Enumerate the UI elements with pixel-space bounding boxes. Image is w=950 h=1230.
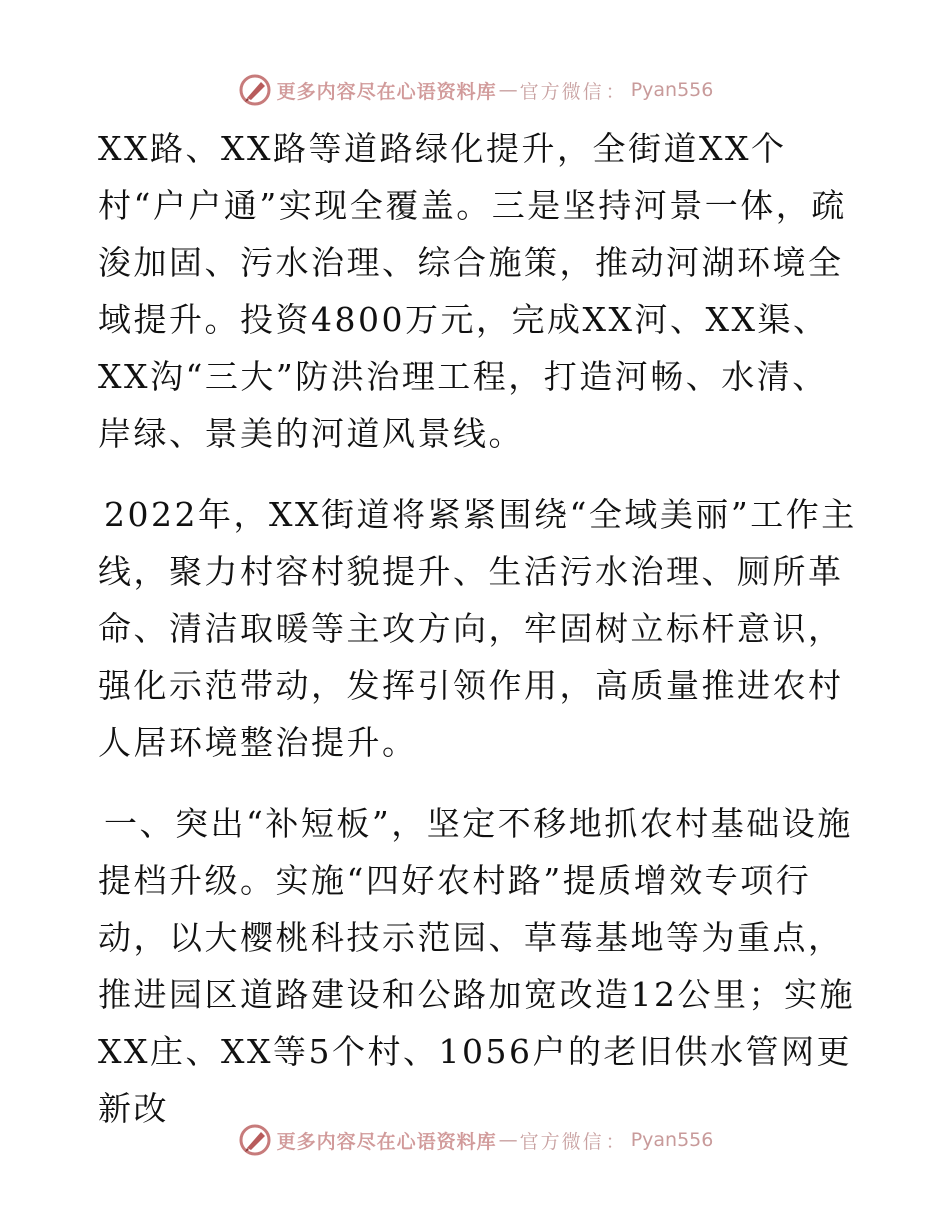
header-watermark [0, 70, 950, 110]
watermark-separator: — [498, 79, 518, 101]
watermark-wechat-id: Pyan556 [630, 79, 714, 101]
pen-logo-icon [237, 72, 273, 108]
watermark-official-label: 官方微信 [519, 80, 604, 103]
paragraph: 一、突出“补短板”，坚定不移地抓农村基础设施提档升级。实施“四好农村路”提质增效专项行动，以大樱桃科技示范园、草莓基地等为重点，推进园区道路建设和公路加宽改造12公里；实施XX庄、XX等5个村、1056户的老旧供水管网更新改 [98, 804, 855, 1128]
watermark-separator: — [498, 1129, 518, 1151]
watermark-wechat-id: Pyan556 [630, 1129, 714, 1151]
paragraph: 2022年，XX街道将紧紧围绕“全域美丽”工作主线，聚力村容村貌提升、生活污水治理、厕所革命、清洁取暖等主攻方向，牢固树立标杆意识，强化示范带动，发挥引领作用，高质量推进农村人居环境整治提升。 [98, 495, 857, 762]
watermark-text: 更多内容尽在心语资料库 [276, 1130, 497, 1153]
watermark-text: 更多内容尽在心语资料库 [276, 80, 497, 103]
watermark-official-label: 官方微信 [519, 1130, 604, 1153]
paragraph: XX路、XX路等道路绿化提升，全街道XX个村“户户通”实现全覆盖。三是坚持河景一体，疏浚加固、污水治理、综合施策，推动河湖环境全域提升。投资4800万元，完成XX河、XX渠、XX沟“三大”防洪治理工程，打造河畅、水清、岸绿、景美的河道风景线。 [98, 129, 847, 453]
document-body [98, 120, 858, 1137]
footer-watermark [0, 1120, 950, 1160]
watermark-colon: ： [605, 80, 625, 103]
watermark-colon: ： [605, 1130, 625, 1153]
pen-logo-icon [237, 1122, 273, 1158]
